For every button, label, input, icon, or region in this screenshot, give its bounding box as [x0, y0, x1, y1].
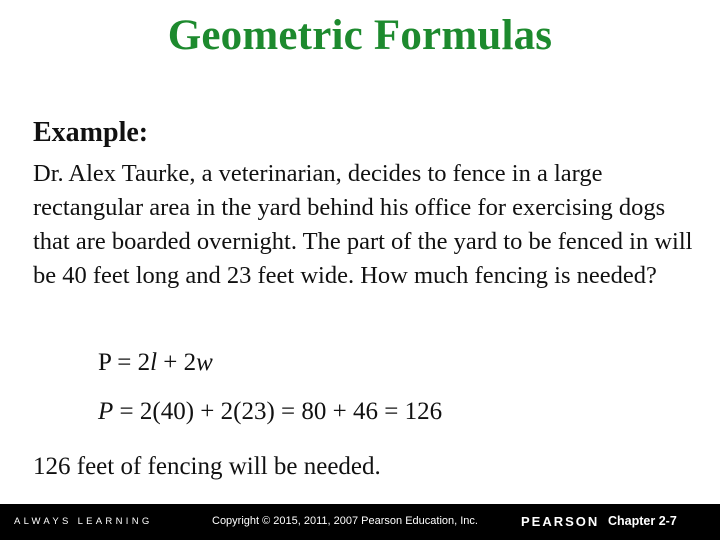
perimeter-formula: [98, 348, 213, 378]
conclusion-text: 126 feet of fencing will be needed.: [33, 453, 381, 480]
footer-tagline: ALWAYS LEARNING: [14, 516, 153, 527]
example-heading: Example:: [33, 117, 149, 148]
perimeter-calculation: [98, 397, 442, 427]
formula-var-p: P: [98, 349, 111, 376]
chapter-label: Chapter 2-7: [608, 514, 677, 528]
footer-bar: [0, 504, 720, 540]
pearson-logo: PEARSON: [521, 514, 600, 529]
problem-paragraph: Dr. Alex Taurke, a veterinarian, decides to fence in a large rectangular area in the yard behind his office for exercising dogs that are boarded overnight. The part of the yard to be fenced in will be 40 feet long and 23 feet wide. How much fencing is needed?: [33, 160, 693, 289]
slide-title: Geometric Formulas: [167, 12, 553, 59]
calc-var-p: P: [98, 398, 114, 425]
footer-copyright: Copyright © 2015, 2011, 2007 Pearson Education, Inc.: [212, 515, 478, 527]
formula-eq-part: = 2: [110, 349, 151, 376]
formula-var-l: l: [150, 349, 158, 376]
formula-var-w: w: [196, 349, 213, 376]
calc-rest: = 2(40) + 2(23) = 80 + 46 = 126: [113, 398, 443, 425]
formula-plus-part: + 2: [157, 349, 197, 376]
